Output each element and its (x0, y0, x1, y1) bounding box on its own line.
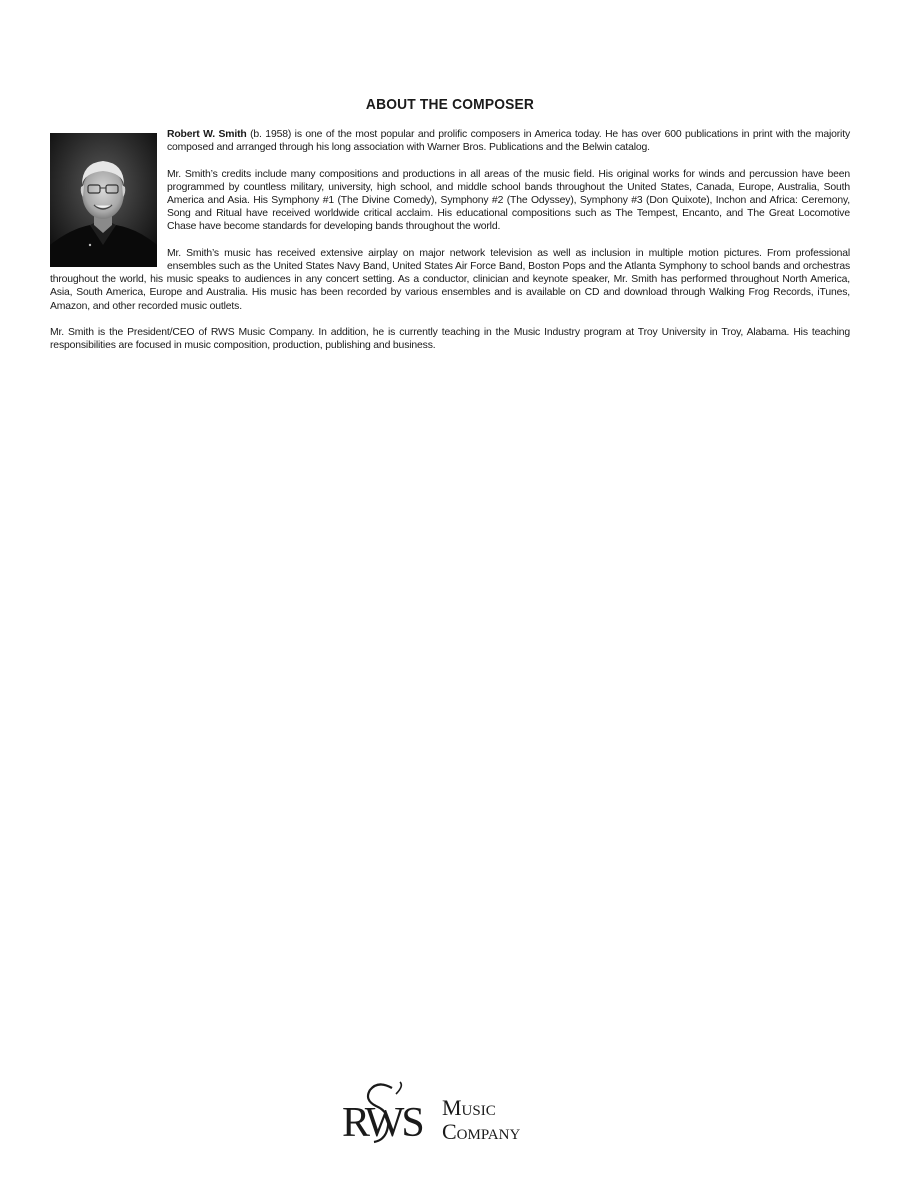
bio-paragraph-1-text: (b. 1958) is one of the most popular and prolific composers in America today. He has over 600 publications in print with the majority composed and arranged through his long association with Warner Bros. Publications and the Belwin catalog. (167, 129, 850, 154)
logo-monogram: RWS (342, 1100, 422, 1146)
bio-paragraph-3: Mr. Smith’s music has received extensive airplay on major network television as well as inclusion in multiple motion pictures. From professional ensembles such as the United States Navy Band, United States Air Force Band, Boston Pops and the Atlanta Symphony to school bands and orchestras throughout the world, his music speaks to audiences in any concert setting. As a conductor, clinician and keynote speaker, Mr. Smith has performed throughout North America, Asia, South America, Europe and Australia. His music has been recorded by various ensembles and is available on CD and download through Walking Frog Records, iTunes, Amazon, and other recorded music outlets. (50, 247, 850, 312)
portrait-image (50, 133, 157, 267)
bio-paragraph-2: Mr. Smith’s credits include many compositions and productions in all areas of the music field. His original works for winds and percussion have been programmed by countless military, university, high school, and middle school bands throughout the United States, Canada, Europe, Australia, South America and Asia. His Symphony #1 (The Divine Comedy), Symphony #2 (The Odyssey), Symphony #3 (Don Quixote), Inchon and Africa: Ceremony, Song and Ritual have received worldwide critical acclaim. His educational compositions such as The Tempest, Encanto, and The Great Locomotive Chase have become standards for developing bands throughout the world. (167, 168, 850, 233)
rws-logo-icon (340, 1080, 580, 1150)
logo-line-1: Music (442, 1095, 496, 1120)
composer-name: Robert W. Smith (167, 129, 247, 140)
logo-line-2: Company (442, 1119, 521, 1144)
composer-bio (50, 128, 850, 366)
page-title: ABOUT THE COMPOSER (365, 96, 535, 113)
rws-music-company-logo (340, 1080, 580, 1150)
bio-paragraph-1 (50, 128, 850, 154)
composer-photo (50, 133, 157, 267)
bio-paragraph-4: Mr. Smith is the President/CEO of RWS Music Company. In addition, he is currently teaching in the Music Industry program at Troy University in Troy, Alabama. His teaching responsibilities are focused in music composition, production, publishing and business. (50, 327, 850, 352)
